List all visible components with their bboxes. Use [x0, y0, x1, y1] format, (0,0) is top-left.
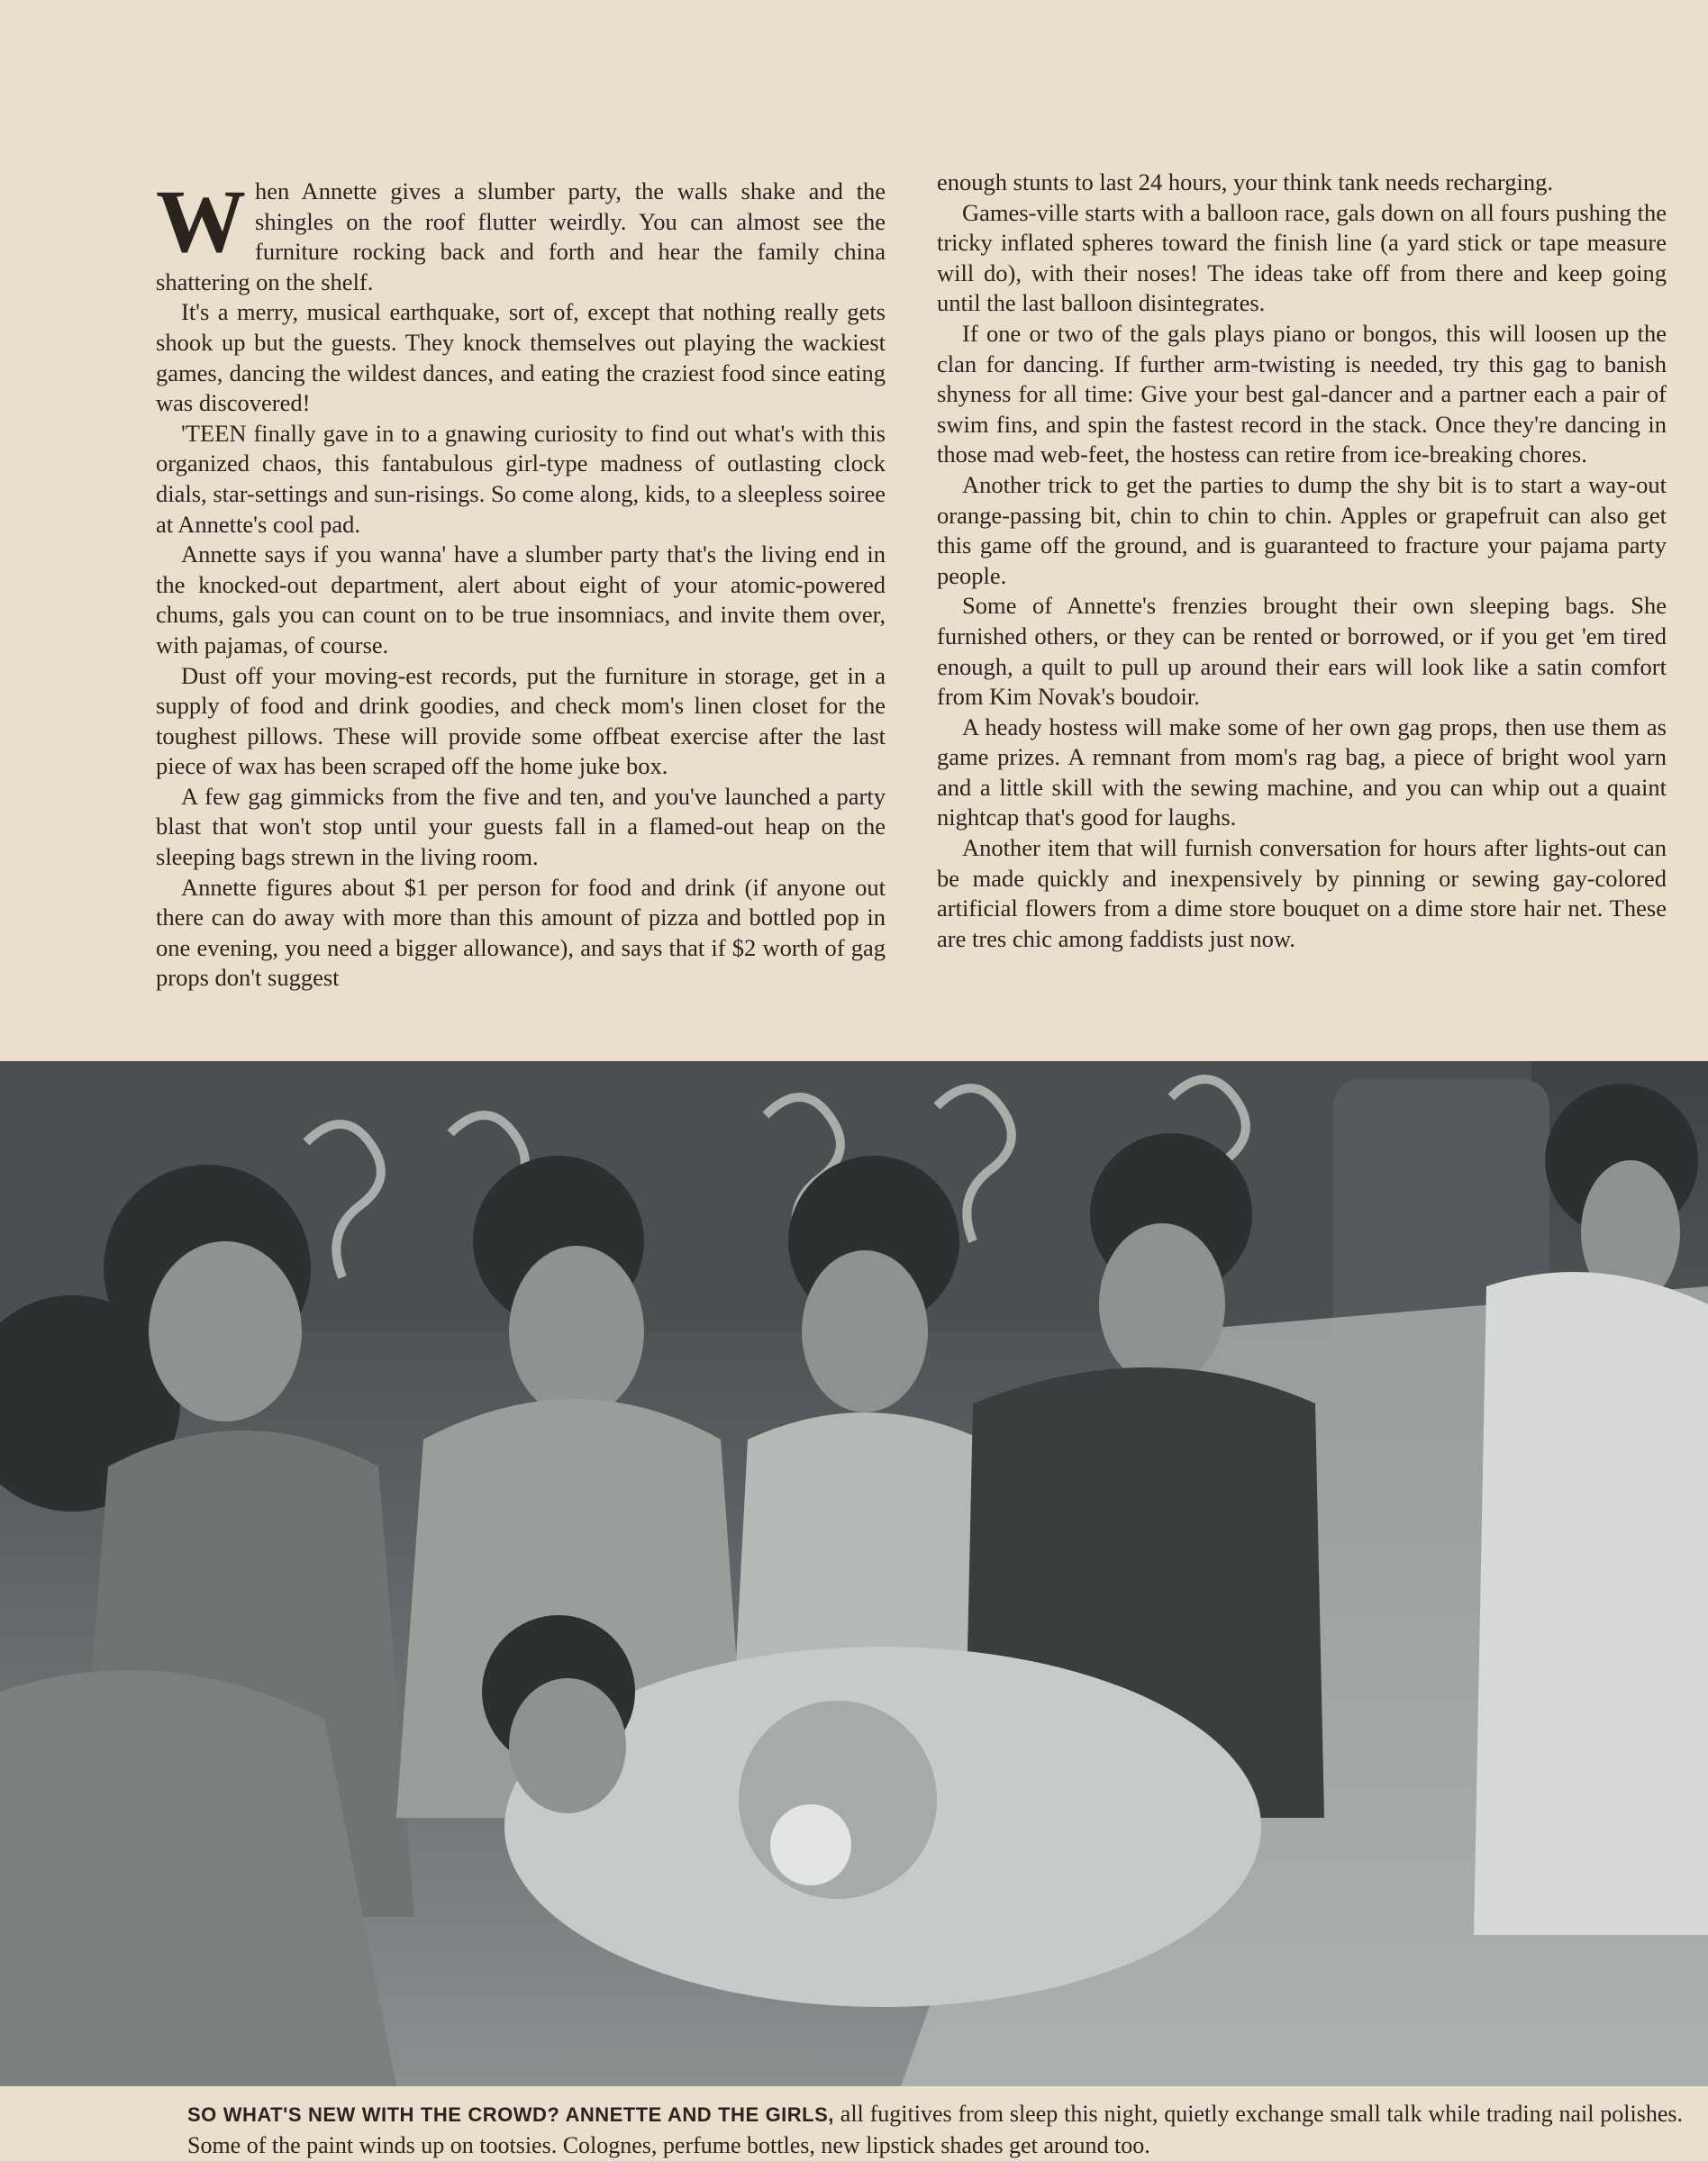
- article-paragraph-11: [937, 470, 1667, 591]
- article-paragraph-10: [937, 319, 1667, 470]
- paragraph-text: If one or two of the gals plays piano or bongos, this will loosen up the clan for dancing. If further arm-twisting is needed, try this gag to banish shyness for all time: Give your best gal-dancer and a partner each a pair of swim fins, and spin the fastest record in the stack. Once they're dancing in those mad web-feet, the hostess can retire from ice-breaking chores.: [937, 319, 1667, 468]
- article-paragraph-5: [156, 661, 886, 782]
- paragraph-text: A heady hostess will make some of her own gag props, then use them as game prizes. A remnant from mom's rag bag, a piece of bright wool yarn and a little skill with the sewing machine, and you can whip out a quaint nightcap that's good for laughs.: [937, 713, 1667, 831]
- paragraph-text: enough stunts to last 24 hours, your think tank needs recharging.: [937, 168, 1553, 195]
- article-paragraph-13: [937, 713, 1667, 833]
- article-paragraph-7: [156, 873, 886, 994]
- party-photo: [0, 1061, 1708, 2086]
- paragraph-text: Dust off your moving-est records, put the furniture in storage, get in a supply of food and drink goodies, and check mom's linen closet for the toughest pillows. These will provide some offbeat exercise after the last piece of wax has been scraped off the home juke box.: [156, 661, 886, 780]
- article-left-column: [156, 171, 886, 994]
- article-paragraph-8: [937, 168, 1667, 198]
- caption-text: all fugitives from sleep this night, quietly exchange small talk while trading nail polishes. Some of the paint winds up on tootsies. Colognes, perfume bottles, new lipstick shades get around too.: [187, 2101, 1684, 2158]
- paragraph-text: It's a merry, musical earthquake, sort of, except that nothing really gets shook up but the guests. They knock themselves out playing the wackiest games, dancing the wildest dances, and eating the craziest food since eating was discovered!: [156, 298, 886, 417]
- paragraph-text: 'TEEN finally gave in to a gnawing curiosity to find out what's with this organized chaos, this fantabulous girl-type madness of outlasting clock dials, star-settings and sun-risings. So come along, kids, to a sleepless soiree at Annette's cool pad.: [156, 419, 886, 538]
- paragraph-text: Some of Annette's frenzies brought their own sleeping bags. She furnished others, or they can be rented or borrowed, or if you get 'em tired enough, a quilt to pull up around their ears will look like a satin comfort from Kim Novak's boudoir.: [937, 592, 1667, 711]
- article-paragraph-9: [937, 198, 1667, 319]
- paragraph-text: Another trick to get the parties to dump the shy bit is to start a way-out orange-passing bit, chin to chin to chin. Apples or grapefruit can also get this game off the ground, and is guaranteed to fracture your pajama party people.: [937, 470, 1667, 589]
- paragraph-text: Annette says if you wanna' have a slumber party that's the living end in the knocked-out department, alert about eight of your atomic-powered chums, gals you can count on to be true insomniacs, and invite them over, with pajamas, of course.: [156, 540, 886, 658]
- photo-caption: [187, 2099, 1683, 2161]
- paragraph-text: Another item that will furnish conversation for hours after lights-out can be made quickly and inexpensively by pinning or sewing gay-colored artificial flowers from a dime store bouquet on a dime store hair net. These are tres chic among faddists just now.: [937, 834, 1667, 952]
- article-paragraph-3: [156, 419, 886, 540]
- caption-lead-in: SO WHAT'S NEW WITH THE CROWD? ANNETTE AND THE GIRLS,: [187, 2103, 834, 2126]
- article-right-column: [937, 168, 1667, 954]
- paragraph-text: Games-ville starts with a balloon race, gals down on all fours pushing the tricky inflated spheres toward the finish line (a yard stick or tape measure will do), with their noses! The ideas take off from there and keep going until the last balloon disintegrates.: [937, 198, 1667, 317]
- article-paragraph-2: [156, 297, 886, 418]
- article-paragraph-14: [937, 833, 1667, 954]
- article-paragraph-4: [156, 540, 886, 660]
- paragraph-text: A few gag gimmicks from the five and ten, and you've launched a party blast that won't stop until your guests fall in a flamed-out heap on the sleeping bags strewn in the living room.: [156, 782, 886, 871]
- article-paragraph-6: [156, 782, 886, 873]
- paragraph-text: Annette figures about $1 per person for food and drink (if anyone out there can do away with more than this amount of pizza and bottled pop in one evening, you need a bigger allowance), and says that if $2 worth of gag props don't suggest: [156, 873, 886, 992]
- article-paragraph-1: [156, 171, 886, 297]
- dropcap-letter: W: [156, 171, 246, 271]
- article-paragraph-12: [937, 591, 1667, 712]
- photo-illustration: [0, 1061, 1708, 2086]
- paragraph-text: hen Annette gives a slumber party, the walls shake and the shingles on the roof flutter weirdly. You can almost see the furniture rocking back and forth and hear the family china shattering on the shelf.: [156, 177, 886, 295]
